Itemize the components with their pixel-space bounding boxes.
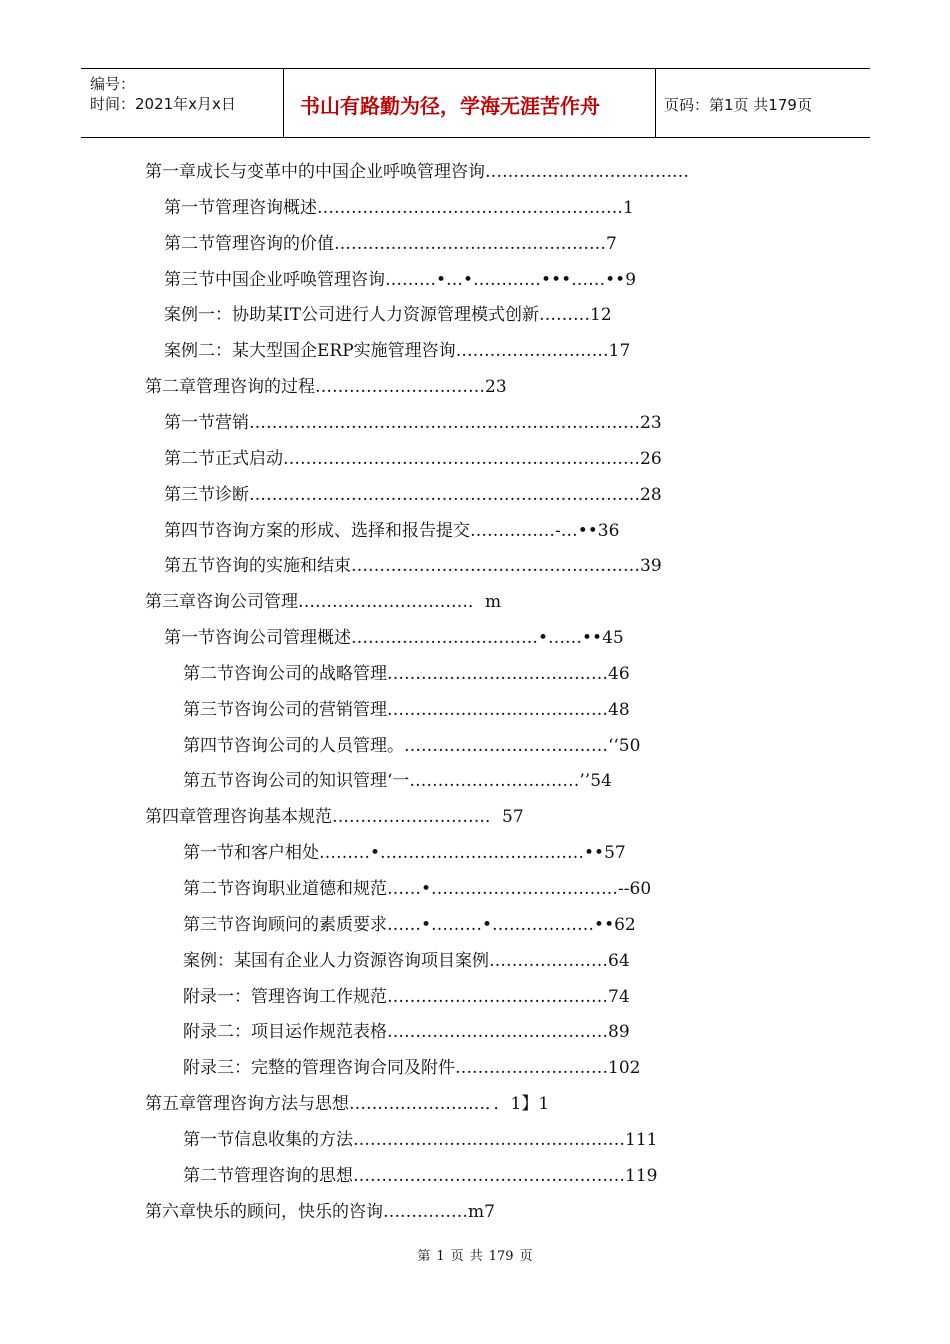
toc-chapter-entry[interactable]: 第一章成长与变革中的中国企业呼唤管理咨询……………………………… bbox=[145, 162, 689, 182]
toc-section-entry[interactable]: 第一节营销……………………………………………………………23 bbox=[164, 412, 662, 433]
toc-section-entry[interactable]: 案例一：协助某IT公司进行人力资源管理模式创新………12 bbox=[164, 305, 612, 326]
date-label: 时间：2021年x月x日 bbox=[90, 95, 236, 113]
toc-section-entry[interactable]: 附录一：管理咨询工作规范…………………………………74 bbox=[183, 986, 630, 1007]
page-footer bbox=[0, 1245, 950, 1264]
toc-section-entry[interactable]: 第二节管理咨询的价值…………………………………………7 bbox=[164, 233, 617, 254]
toc-section-entry[interactable]: 第三节诊断……………………………………………………………28 bbox=[164, 484, 662, 505]
toc-section-entry[interactable]: 附录二：项目运作规范表格…………………………………89 bbox=[183, 1022, 630, 1043]
footer-total-pages: 179 bbox=[488, 1249, 514, 1264]
toc-section-entry[interactable]: 第四节咨询公司的人员管理。………………………………‘‘50 bbox=[183, 735, 641, 756]
toc-section-entry[interactable]: 第三节咨询公司的营销管理…………………………………48 bbox=[183, 699, 630, 720]
toc-section-entry[interactable]: 第五节咨询的实施和结束……………………………………………39 bbox=[164, 556, 662, 577]
toc-section-entry[interactable]: 第二节正式启动………………………………………………………26 bbox=[164, 448, 662, 469]
document-number-label: 编号： bbox=[90, 75, 136, 93]
toc-section-entry[interactable]: 案例：某国有企业人力资源咨询项目案例…………………64 bbox=[183, 950, 630, 971]
toc-chapter-entry[interactable]: 第六章快乐的顾问，快乐的咨询……………m7 bbox=[145, 1201, 495, 1222]
toc-section-entry[interactable]: 第三节咨询顾问的素质要求……•………•………………••62 bbox=[183, 914, 636, 935]
footer-page-number: 1 bbox=[436, 1249, 445, 1264]
toc-section-entry[interactable]: 案例二：某大型国企ERP实施管理咨询………………………17 bbox=[164, 341, 631, 362]
footer-text: 页 bbox=[450, 1249, 464, 1264]
toc-section-entry[interactable]: 第一节信息收集的方法…………………………………………111 bbox=[183, 1129, 658, 1150]
toc-section-entry[interactable]: 第一节和客户相处………•………………………………••57 bbox=[183, 843, 626, 864]
toc-section-entry[interactable]: 第五节咨询公司的知识管理‘一…………………………’’54 bbox=[183, 771, 612, 792]
toc-section-entry[interactable]: 第三节中国企业呼唤管理咨询………•…•…………•••……••9 bbox=[164, 269, 637, 290]
footer-text: 共 bbox=[469, 1249, 483, 1264]
footer-text: 页 bbox=[519, 1249, 533, 1264]
toc-section-entry[interactable]: 第二节咨询公司的战略管理…………………………………46 bbox=[183, 663, 630, 684]
toc-section-entry[interactable]: 第一节咨询公司管理概述……………………………•……••45 bbox=[164, 628, 624, 649]
toc-section-entry[interactable]: 第二节管理咨询的思想…………………………………………119 bbox=[183, 1165, 658, 1186]
motto-text: 书山有路勤为径，学海无涯苦作舟 bbox=[300, 94, 600, 118]
toc-chapter-entry[interactable]: 第三章咨询公司管理…………………………．m bbox=[145, 592, 502, 613]
toc-chapter-entry[interactable]: 第四章管理咨询基本规范………………………．57 bbox=[145, 807, 524, 828]
toc-chapter-entry[interactable]: 第二章管理咨询的过程…………………………23 bbox=[145, 377, 507, 398]
toc-section-entry[interactable]: 第一节管理咨询概述………………………………………………1 bbox=[164, 197, 634, 218]
footer-text: 第 bbox=[417, 1249, 431, 1264]
toc-section-entry[interactable]: 附录三：完整的管理咨询合同及附件………………………102 bbox=[183, 1058, 641, 1079]
toc-chapter-entry[interactable]: 第五章管理咨询方法与思想……………………．．1】1 bbox=[145, 1094, 550, 1115]
toc-section-entry[interactable]: 第四节咨询方案的形成、选择和报告提交……………-…••36 bbox=[164, 520, 620, 541]
page-indicator: 页码：第1页 共179页 bbox=[664, 96, 812, 114]
toc-section-entry[interactable]: 第二节咨询职业道德和规范……•……………………………--60 bbox=[183, 879, 652, 899]
